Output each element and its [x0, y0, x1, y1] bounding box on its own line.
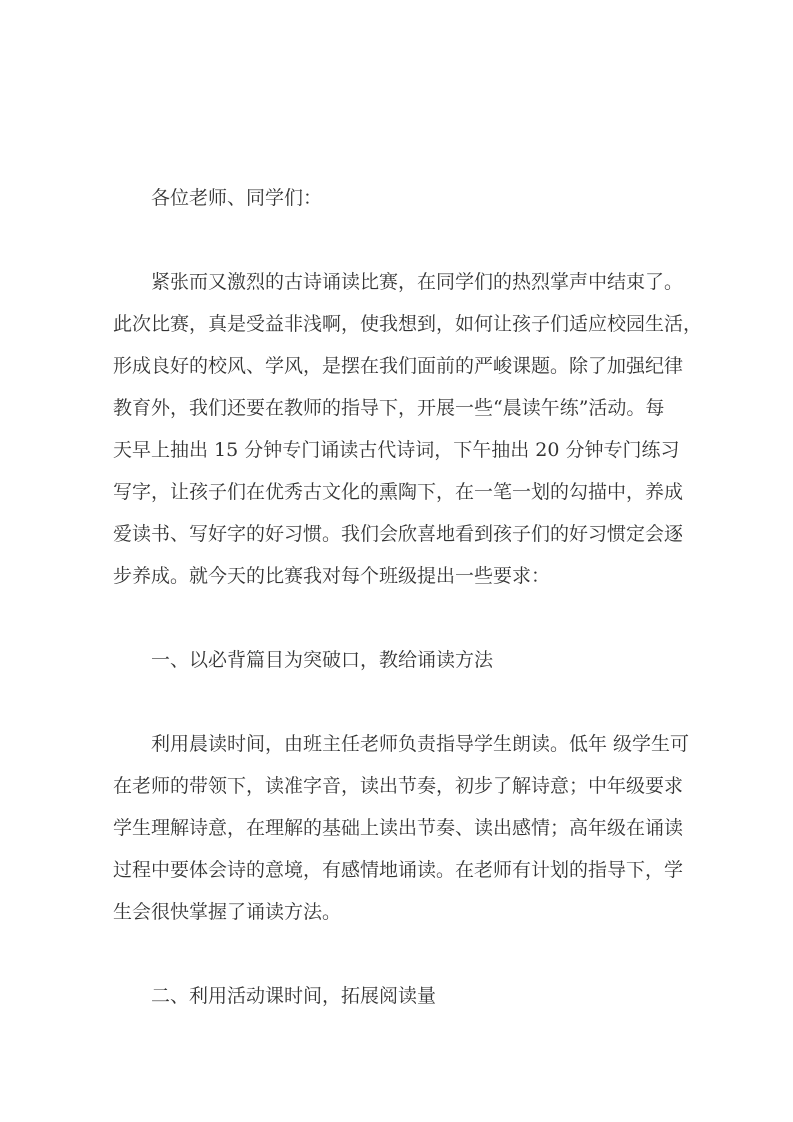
- paragraph-line: 教育外，我们还要在教师的指导下，开展一些“晨读午练”活动。每: [113, 397, 665, 419]
- paragraph-line: 天早上抽出 15 分钟专门诵读古代诗词，下午抽出 20 分钟专门练习: [113, 439, 680, 461]
- greeting-block: [113, 177, 679, 219]
- paragraph-line: 利用晨读时间，由班主任老师负责指导学生朗读。低年 级学生可: [151, 733, 690, 755]
- paragraph-line: 此次比赛，真是受益非浅啊，使我想到，如何让孩子们适应校园生活，: [113, 313, 703, 335]
- section-heading: 一、以必背篇目为突破口，教给诵读方法: [151, 649, 494, 671]
- greeting-line: 各位老师、同学们：: [151, 187, 323, 209]
- paragraph-line: 生会很快掌握了诵读方法。: [113, 901, 342, 923]
- paragraph-line: 学生理解诗意，在理解的基础上读出节奏、读出感情；高年级在诵读: [113, 817, 684, 839]
- paragraph-line: 写字，让孩子们在优秀古文化的熏陶下，在一笔一划的勾描中，养成: [113, 481, 684, 503]
- paragraph-line: 形成良好的校风、学风，是摆在我们面前的严峻课题。除了加强纪律: [113, 355, 684, 377]
- paragraph-line: 紧张而又激烈的古诗诵读比赛，在同学们的热烈掌声中结束了。: [151, 271, 684, 293]
- section-heading: 二、利用活动课时间，拓展阅读量: [151, 985, 437, 1007]
- section-heading-1-block: [113, 639, 679, 681]
- paragraph-line: 过程中要体会诗的意境，有感情地诵读。在老师有计划的指导下，学: [113, 859, 684, 881]
- paragraph-2: [113, 723, 690, 933]
- section-heading-2-block: [113, 975, 679, 1017]
- paragraph-line: 爱读书、写好字的好习惯。我们会欣喜地看到孩子们的好习惯定会逐: [113, 523, 684, 545]
- document-page: [113, 177, 703, 1059]
- paragraph-1: [113, 261, 703, 597]
- paragraph-line: 步养成。就今天的比赛我对每个班级提出一些要求：: [113, 565, 551, 587]
- paragraph-line: 在老师的带领下，读准字音，读出节奏，初步了解诗意；中年级要求: [113, 775, 684, 797]
